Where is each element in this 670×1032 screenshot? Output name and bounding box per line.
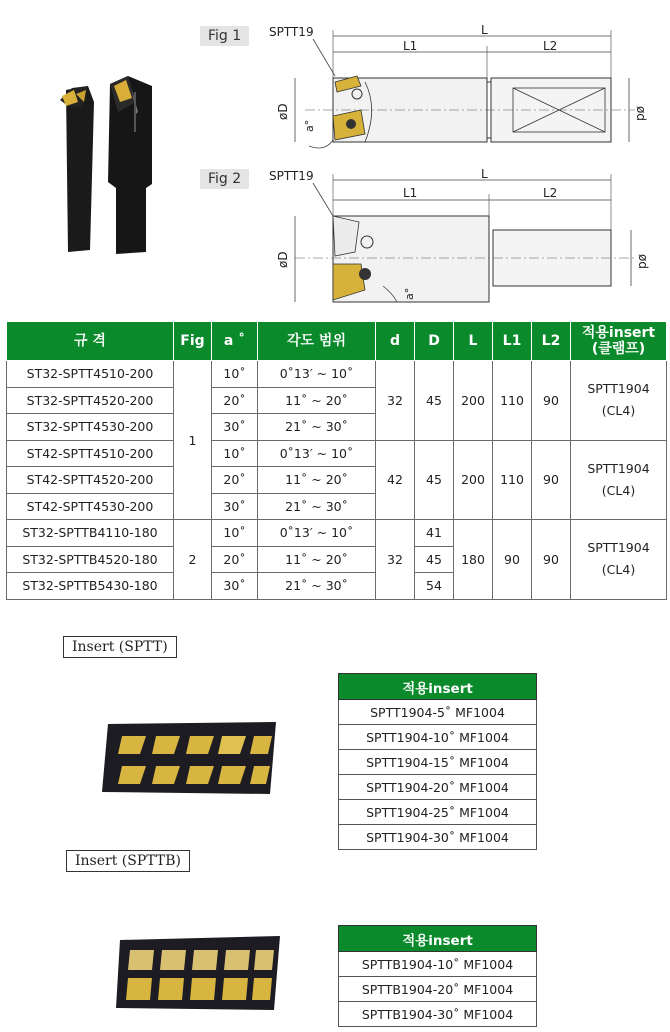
fig2-L-label: L (481, 167, 488, 181)
list-item: SPTTB1904-10˚ MF1004 (339, 952, 537, 977)
table-row (7, 520, 667, 547)
insert-spttb-label: Insert (SPTTB) (66, 850, 190, 872)
cell-a: 10˚ (212, 440, 258, 467)
tool-photo (48, 72, 183, 260)
fig2-part-label: SPTT19 (269, 169, 314, 183)
cell-D: 45 (415, 361, 454, 441)
insert-sptt-header: 적용insert (339, 674, 537, 700)
cell-range: 21˚ ~ 30˚ (258, 493, 376, 520)
cell-model: ST32-SPTT4530-200 (7, 414, 174, 441)
fig1-phiD-label: øD (276, 103, 290, 120)
fig1-L2-label: L2 (543, 39, 558, 53)
cell-model: ST32-SPTTB5430-180 (7, 573, 174, 600)
list-item: SPTT1904-30˚ MF1004 (339, 825, 537, 850)
cell-L: 180 (454, 520, 493, 600)
cell-D: 54 (415, 573, 454, 600)
insert-spttb-table (338, 925, 537, 1027)
cell-L2: 90 (532, 361, 571, 441)
list-item: SPTT1904-15˚ MF1004 (339, 750, 537, 775)
cell-a: 20˚ (212, 546, 258, 573)
cell-range: 0˚13′ ~ 10˚ (258, 440, 376, 467)
list-item: SPTTB1904-30˚ MF1004 (339, 1002, 537, 1027)
cell-range: 0˚13′ ~ 10˚ (258, 520, 376, 547)
list-item: SPTT1904-25˚ MF1004 (339, 800, 537, 825)
cell-d: 42 (376, 440, 415, 520)
spec-header-row (7, 322, 667, 361)
fig2-phid-label: ød (636, 254, 650, 269)
cell-L1: 110 (493, 361, 532, 441)
insert-spttb-tray-image (114, 934, 284, 1014)
table-row (7, 361, 667, 388)
cell-insert-clamp: (CL4) (601, 403, 636, 419)
header-D: D (415, 322, 454, 361)
cell-a: 10˚ (212, 361, 258, 388)
cell-insert-clamp: (CL4) (601, 562, 636, 578)
cell-L2: 90 (532, 440, 571, 520)
cell-L: 200 (454, 440, 493, 520)
insert-sptt-table (338, 673, 537, 850)
cell-range: 21˚ ~ 30˚ (258, 414, 376, 441)
cell-range: 11˚ ~ 20˚ (258, 387, 376, 414)
header-fig: Fig (174, 322, 212, 361)
cell-fig: 2 (174, 520, 212, 600)
cell-insert (571, 361, 667, 441)
fig1-phid-label: ød (634, 106, 648, 121)
fig2-L2-label: L2 (543, 186, 558, 200)
cell-a: 20˚ (212, 387, 258, 414)
insert-spttb-header: 적용insert (339, 926, 537, 952)
fig2-L1-label: L1 (403, 186, 418, 200)
fig1-L1-label: L1 (403, 39, 418, 53)
fig2-label: Fig 2 (200, 169, 249, 189)
header-a: a ˚ (212, 322, 258, 361)
cell-a: 10˚ (212, 520, 258, 547)
fig2-drawing (265, 164, 665, 310)
header-L2: L2 (532, 322, 571, 361)
cell-model: ST42-SPTT4520-200 (7, 467, 174, 494)
cell-insert-clamp: (CL4) (601, 482, 636, 498)
cell-model: ST42-SPTT4530-200 (7, 493, 174, 520)
cell-insert (571, 520, 667, 600)
cell-a: 30˚ (212, 414, 258, 441)
cell-d: 32 (376, 520, 415, 600)
insert-sptt-label: Insert (SPTT) (63, 636, 177, 658)
cell-range: 0˚13′ ~ 10˚ (258, 361, 376, 388)
cell-D: 45 (415, 546, 454, 573)
fig1-L-label: L (481, 23, 488, 37)
cell-L2: 90 (532, 520, 571, 600)
header-model: 규 격 (7, 322, 174, 361)
cell-insert-name: SPTT1904 (587, 460, 650, 476)
cell-insert (571, 440, 667, 520)
cell-L: 200 (454, 361, 493, 441)
cell-fig: 1 (174, 361, 212, 520)
header-insert-line2: (클램프) (591, 341, 646, 357)
table-row (7, 440, 667, 467)
cell-insert-name: SPTT1904 (587, 540, 650, 556)
fig1-drawing (265, 22, 665, 162)
cell-range: 21˚ ~ 30˚ (258, 573, 376, 600)
insert-sptt-tray-image (100, 718, 280, 798)
fig1-part-label: SPTT19 (269, 25, 314, 39)
cell-model: ST42-SPTT4510-200 (7, 440, 174, 467)
header-d: d (376, 322, 415, 361)
cell-a: 20˚ (212, 467, 258, 494)
cell-D: 45 (415, 440, 454, 520)
cell-insert-name: SPTT1904 (587, 381, 650, 397)
cell-model: ST32-SPTT4520-200 (7, 387, 174, 414)
cell-model: ST32-SPTTB4520-180 (7, 546, 174, 573)
cell-model: ST32-SPTT4510-200 (7, 361, 174, 388)
fig2-angle-label: a° (403, 287, 416, 300)
cell-d: 32 (376, 361, 415, 441)
cell-L1: 110 (493, 440, 532, 520)
header-insert (571, 322, 667, 361)
spec-table (6, 321, 667, 600)
header-L: L (454, 322, 493, 361)
fig1-label: Fig 1 (200, 26, 249, 46)
list-item: SPTT1904-20˚ MF1004 (339, 775, 537, 800)
cell-D: 41 (415, 520, 454, 547)
cell-range: 11˚ ~ 20˚ (258, 467, 376, 494)
cell-L1: 90 (493, 520, 532, 600)
header-range: 각도 범위 (258, 322, 376, 361)
fig2-phiD-label: øD (276, 251, 290, 268)
header-L1: L1 (493, 322, 532, 361)
cell-a: 30˚ (212, 493, 258, 520)
list-item: SPTT1904-5˚ MF1004 (339, 700, 537, 725)
list-item: SPTT1904-10˚ MF1004 (339, 725, 537, 750)
cell-model: ST32-SPTTB4110-180 (7, 520, 174, 547)
cell-a: 30˚ (212, 573, 258, 600)
fig1-angle-label: a° (303, 119, 316, 132)
cell-range: 11˚ ~ 20˚ (258, 546, 376, 573)
list-item: SPTTB1904-20˚ MF1004 (339, 977, 537, 1002)
header-insert-line1: 적용insert (581, 325, 656, 341)
